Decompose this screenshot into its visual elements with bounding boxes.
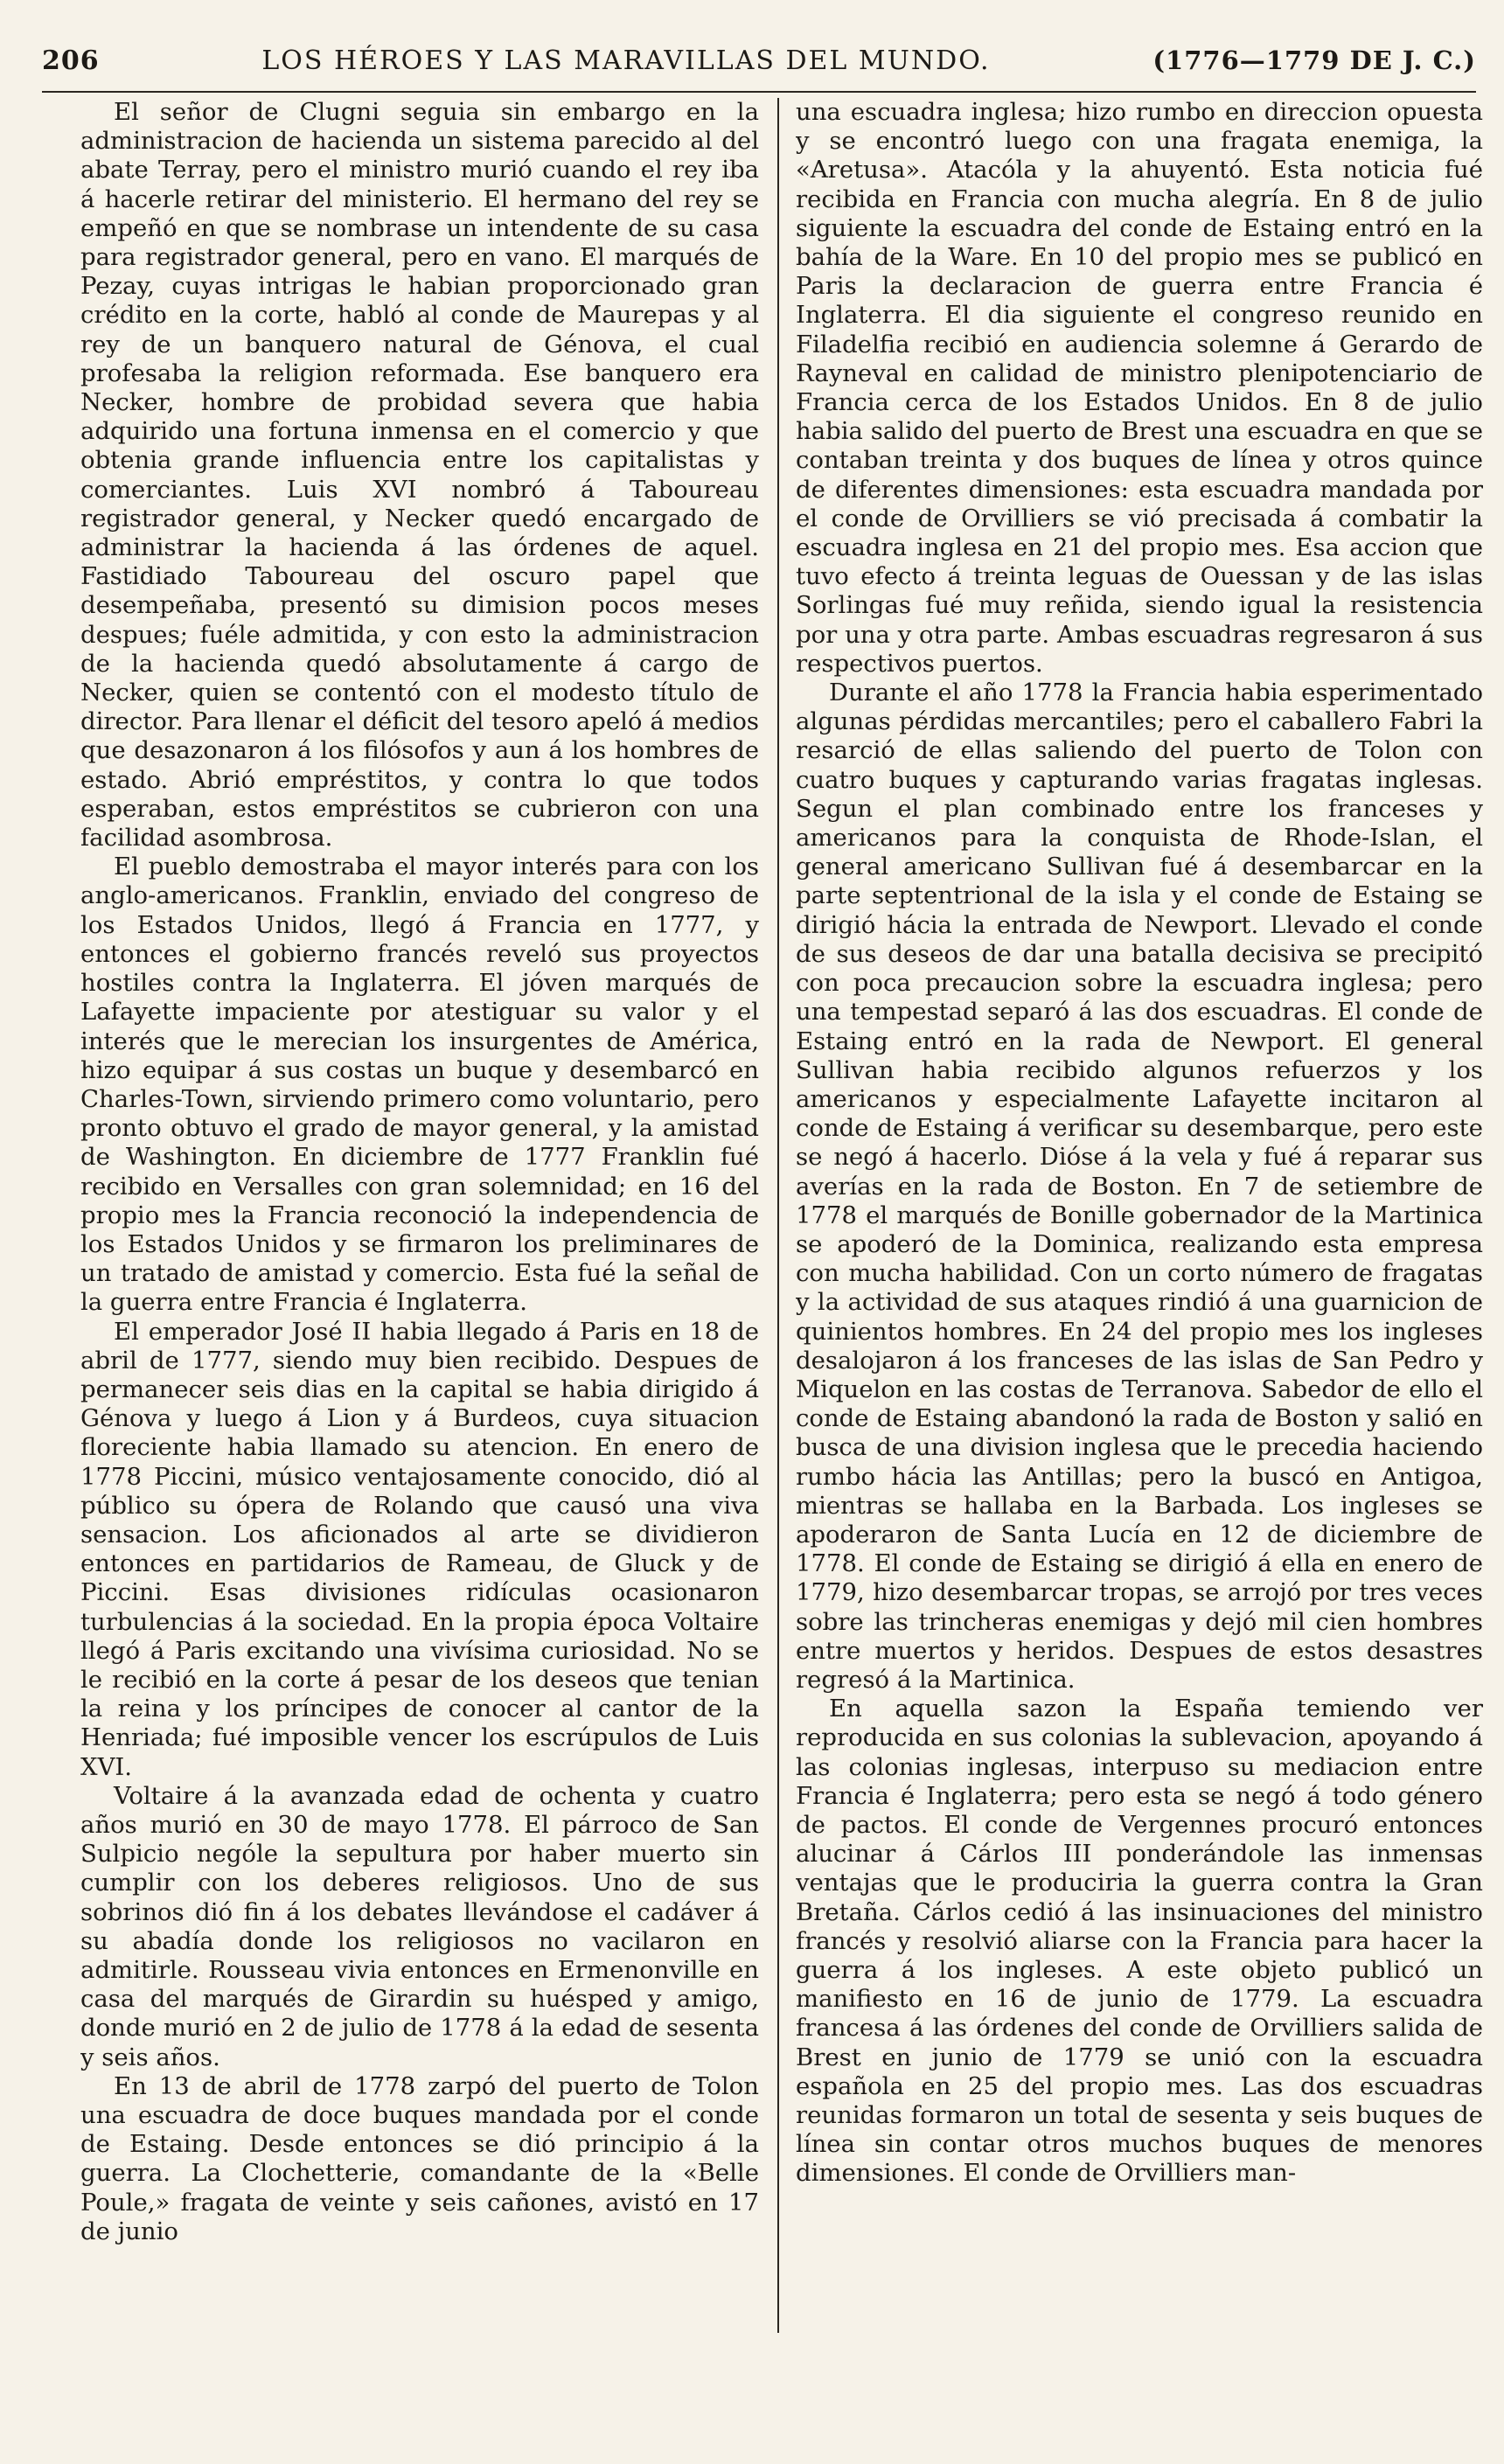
paragraph: En 13 de abril de 1778 zarpó del puerto de Tolon una escuadra de doce buques mandada por el conde de Estaing. Desde entonces se dió principio á la guerra. La Clochetterie, comandante de la «Belle Poule,» fragata de veinte y seis cañones, avistó en 17 de junio <box>80 2071 759 2245</box>
page-header <box>42 45 1476 86</box>
paragraph: Voltaire á la avanzada edad de ochenta y cuatro años murió en 30 de mayo 1778. El párroco de San Sulpicio nególe la sepultura por haber muerto sin cumplir con los deberes religiosos. Uno de sus sobrinos dió fin á los debates llevándose el cadáver á su abadía donde los religiosos no vacilaron en admitirle. Rousseau vivia entonces en Ermenonville en casa del marqués de Girardin su huésped y amigo, donde murió en 2 de julio de 1778 á la edad de sesenta y seis años. <box>80 1781 759 2071</box>
paragraph: una escuadra inglesa; hizo rumbo en direccion opuesta y se encontró luego con una fragata enemiga, la «Aretusa». Atacóla y la ahuyentó. Esta noticia fué recibida en Francia con mucha alegría. En 8 de julio siguiente la escuadra del conde de Estaing entró en la bahía de la Ware. En 10 del propio mes se publicó en Paris la declaracion de guerra entre Francia é Inglaterra. El dia siguiente el congreso reunido en Filadelfia recibió en audiencia solemne á Gerardo de Rayneval en calidad de ministro plenipotenciario de Francia cerca de los Estados Unidos. En 8 de julio habia salido del puerto de Brest una escuadra en que se contaban treinta y dos buques de línea y otros quince de diferentes dimensiones: esta escuadra mandada por el conde de Orvilliers se vió precisada á combatir la escuadra inglesa en 21 del propio mes. Esa accion que tuvo efecto á treinta leguas de Ouessan y de las islas Sorlingas fué muy reñida, siendo igual la resistencia por una y otra parte. Ambas escuadras regresaron á sus respectivos puertos. <box>796 98 1483 678</box>
paragraph: El pueblo demostraba el mayor interés para con los anglo-americanos. Franklin, enviado del congreso de los Estados Unidos, llegó á Francia en 1777, y entonces el gobierno francés reveló sus proyectos hostiles contra la Inglaterra. El jóven marqués de Lafayette impaciente por atestiguar su valor y el interés que le merecian los insurgentes de América, hizo equipar á sus costas un buque y desembarcó en Charles-Town, sirviendo primero como voluntario, pero pronto obtuvo el grado de mayor general, y la amistad de Washington. En diciembre de 1777 Franklin fué recibido en Versalles con gran solemnidad; en 16 del propio mes la Francia reconoció la independencia de los Estados Unidos y se firmaron los preliminares de un tratado de amistad y comercio. Esta fué la señal de la guerra entre Francia é Inglaterra. <box>80 853 759 1317</box>
page-number: 206 <box>42 45 100 76</box>
paragraph: El señor de Clugni seguia sin embargo en la administracion de hacienda un sistema parecido al del abate Terray, pero el ministro murió cuando el rey iba á hacerle retirar del ministerio. El hermano del rey se empeñó en que se nombrase un intendente de su casa para registrador general, pero en vano. El marqués de Pezay, cuyas intrigas le habian proporcionado gran crédito en la corte, habló al conde de Maurepas y al rey de un banquero natural de Génova, el cual profesaba la religion reformada. Ese banquero era Necker, hombre de probidad severa que habia adquirido una fortuna inmensa en el comercio y que obtenia grande influencia entre los capitalistas y comerciantes. Luis XVI nombró á Taboureau registrador general, y Necker quedó encargado de administrar la hacienda á las órdenes de aquel. Fastidiado Taboureau del oscuro papel que desempeñaba, presentó su dimision pocos meses despues; fuéle admitida, y con esto la administracion de la hacienda quedó absolutamente á cargo de Necker, quien se contentó con el modesto título de director. Para llenar el déficit del tesoro apeló á medios que desazonaron á los filósofos y aun á los hombres de estado. Abrió empréstitos, y contra lo que todos esperaban, estos empréstitos se cubrieron con una facilidad asombrosa. <box>80 98 759 853</box>
paragraph: El emperador José II habia llegado á Paris en 18 de abril de 1777, siendo muy bien recibido. Despues de permanecer seis dias en la capital se habia dirigido á Génova y luego á Lion y á Burdeos, cuya situacion floreciente habia llamado su atencion. En enero de 1778 Piccini, músico ventajosamente conocido, dió al público su ópera de Rolando que causó una viva sensacion. Los aficionados al arte se dividieron entonces en partidarios de Rameau, de Gluck y de Piccini. Esas divisiones ridículas ocasionaron turbulencias á la sociedad. En la propia época Voltaire llegó á Paris excitando una vivísima curiosidad. No se le recibió en la corte á pesar de los deseos que tenian la reina y los príncipes de conocer al cantor de la Henriada; fué imposible vencer los escrúpulos de Luis XVI. <box>80 1317 759 1781</box>
date-range: (1776—1779 DE J. C.) <box>1152 45 1476 75</box>
running-title: LOS HÉROES Y LAS MARAVILLAS DEL MUNDO. <box>261 45 991 76</box>
column-divider <box>777 98 779 2333</box>
paragraph: En aquella sazon la España temiendo ver reproducida en sus colonias la sublevacion, apoyando á las colonias inglesas, interpuso su mediacion entre Francia é Inglaterra; pero esta se negó á todo género de pactos. El conde de Vergennes procuró entonces alucinar á Cárlos III ponderándole las inmensas ventajas que le produciria la guerra contra la Gran Bretaña. Cárlos cedió á las insinuaciones del ministro francés y resolvió aliarse con la Francia para hacer la guerra á los ingleses. A este objeto publicó un manifiesto en 16 de junio de 1779. La escuadra francesa á las órdenes del conde de Orvilliers salida de Brest en junio de 1779 se unió con la escuadra española en 25 del propio mes. Las dos escuadras reunidas formaron un total de sesenta y seis buques de línea sin contar otros muchos buques de menores dimensiones. El conde de Orvilliers man- <box>796 1695 1483 2188</box>
paragraph: Durante el año 1778 la Francia habia esperimentado algunas pérdidas mercantiles; pero el caballero Fabri la resarció de ellas saliendo del puerto de Tolon con cuatro buques y capturando varias fragatas inglesas. Segun el plan combinado entre los franceses y americanos para la conquista de Rhode-Islan, el general americano Sullivan fué á desembarcar en la parte septentrional de la isla y el conde de Estaing se dirigió hácia la entrada de Newport. Llevado el conde de sus deseos de dar una batalla decisiva se precipitó con poca precaucion sobre la escuadra inglesa; pero una tempestad separó á las dos escuadras. El conde de Estaing entró en la rada de Newport. El general Sullivan habia recibido algunos refuerzos y los americanos y especialmente Lafayette incitaron al conde de Estaing á verificar su desembarque, pero este se negó á hacerlo. Dióse á la vela y fué á reparar sus averías en la rada de Boston. En 7 de setiembre de 1778 el marqués de Bonille gobernador de la Martinica se apoderó de la Dominica, realizando esta empresa con mucha habilidad. Con un corto número de fragatas y la actividad de sus ataques rindió á una guarnicion de quinientos hombres. En 24 del propio mes los ingleses desalojaron á los franceses de las islas de San Pedro y Miquelon en las costas de Terranova. Sabedor de ello el conde de Estaing abandonó la rada de Boston y salió en busca de una division inglesa que le precedia haciendo rumbo hácia las Antillas; pero la buscó en Antigoa, mientras se hallaba en la Barbada. Los ingleses se apoderaron de Santa Lucía en 12 de diciembre de 1778. El conde de Estaing se dirigió á ella en enero de 1779, hizo desembarcar tropas, se arrojó por tres veces sobre las trincheras enemigas y dejó mil cien hombres entre muertos y heridos. Despues de estos desastres regresó á la Martinica. <box>796 679 1483 1694</box>
left-column <box>80 98 759 2371</box>
right-column <box>796 98 1483 2371</box>
header-rule <box>42 91 1476 93</box>
